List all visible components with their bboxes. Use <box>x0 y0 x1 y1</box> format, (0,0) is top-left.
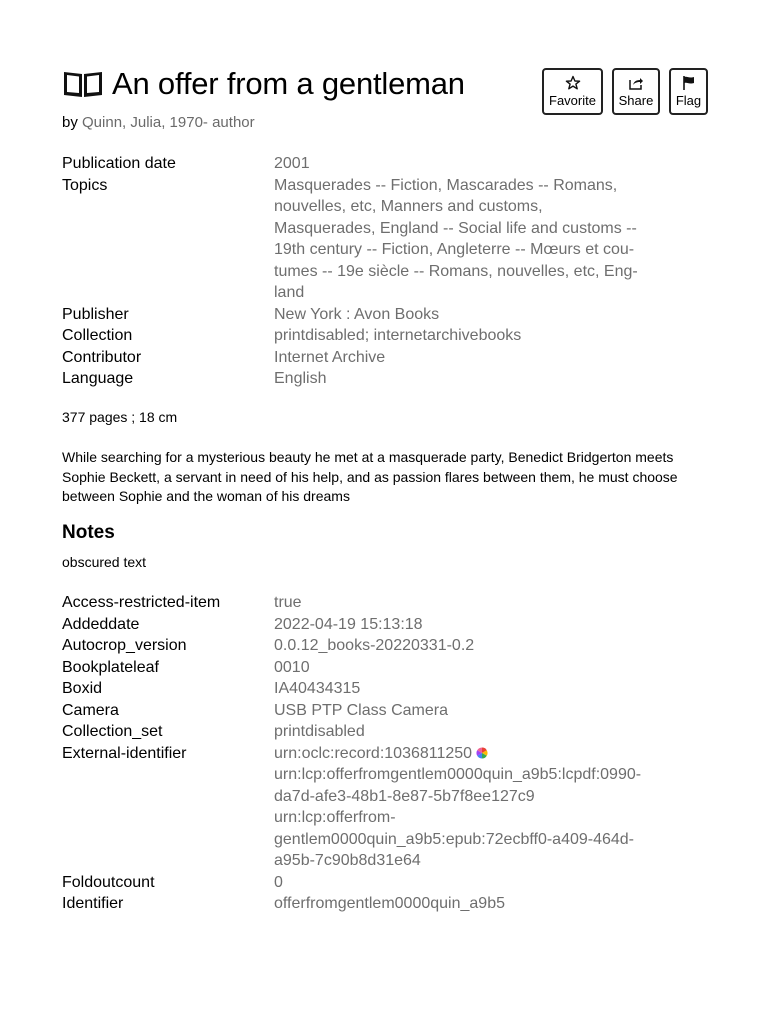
title-row <box>62 66 465 102</box>
metadata-value-line[interactable]: nouvelles, etc, Manners and customs, <box>274 198 543 215</box>
metadata-key: Collection <box>62 327 133 344</box>
share-button[interactable] <box>612 68 660 115</box>
notes-text: obscured text <box>62 554 147 570</box>
favorite-label: Favorite <box>549 93 596 108</box>
page-count: 377 pages ; 18 cm <box>62 409 178 425</box>
metadata-value <box>274 635 662 657</box>
favorite-button[interactable] <box>542 68 603 115</box>
metadata-value-line[interactable]: urn:lcp:offerfromgentlem0000quin_a9b5:lcpdf:0990- <box>274 766 642 783</box>
details-list <box>62 592 662 915</box>
book-icon <box>62 69 104 99</box>
metadata-value-line[interactable]: urn:oclc:record:1036811250 <box>274 743 662 765</box>
metadata-row <box>62 304 662 326</box>
metadata-value-line[interactable]: offerfromgentlem0000quin_a9b5 <box>274 895 505 912</box>
worldcat-icon[interactable] <box>475 746 489 760</box>
metadata-value-line[interactable]: Masquerades -- Fiction, Mascarades -- Romans, <box>274 176 618 194</box>
metadata-value <box>274 700 662 722</box>
metadata-value-line[interactable]: Masquerades, England -- Social life and customs -- <box>274 219 637 237</box>
metadata-value-line[interactable]: 0.0.12_books-20220331-0.2 <box>274 637 475 654</box>
metadata-row <box>62 347 662 369</box>
metadata-key: Topics <box>62 176 108 194</box>
metadata-value-line[interactable]: true <box>274 594 302 611</box>
metadata-row <box>62 325 662 347</box>
share-icon <box>628 75 644 91</box>
metadata-value <box>274 175 662 304</box>
description: While searching for a mysterious beauty he met at a masquerade party, Benedict Bridgerton meets Sophie Beckett, a servant in need of his help, and as passion flares between them, he must choose between Sophie and the woman of his dreams <box>62 449 678 504</box>
metadata-row <box>62 592 662 614</box>
metadata-key: Camera <box>62 701 119 719</box>
metadata-key: Contributor <box>62 348 142 366</box>
metadata-value-line[interactable]: 2022-04-19 15:13:18 <box>274 615 423 633</box>
metadata-row <box>62 678 662 700</box>
metadata-row <box>62 175 662 304</box>
metadata-key: Language <box>62 370 134 387</box>
metadata-row <box>62 635 662 657</box>
flag-icon <box>681 75 697 91</box>
metadata-key: Boxid <box>62 680 103 697</box>
metadata-key: Addeddate <box>62 615 140 633</box>
by-label: by <box>62 114 78 131</box>
metadata-value <box>274 678 662 700</box>
metadata-value <box>274 325 662 347</box>
metadata-value-line[interactable]: 0 <box>274 873 283 891</box>
metadata-value-line[interactable]: 19th century -- Fiction, Angleterre -- Mœurs et cou- <box>274 241 635 258</box>
metadata-value-line[interactable]: 0010 <box>274 658 310 676</box>
metadata-row <box>62 657 662 679</box>
metadata-value-line[interactable]: da7d-afe3-48b1-8e87-5b7f8ee127c9 <box>274 787 535 805</box>
metadata-row <box>62 721 662 743</box>
metadata-value-line[interactable]: gentlem0000quin_a9b5:epub:72ecbff0-a409-464d- <box>274 830 635 848</box>
page-title: An offer from a gentleman <box>112 66 465 101</box>
metadata-value-line[interactable]: 2001 <box>274 155 310 172</box>
metadata-row <box>62 893 662 915</box>
metadata-value <box>274 153 662 175</box>
metadata-value <box>274 368 662 390</box>
metadata-value <box>274 304 662 326</box>
metadata-key: Autocrop_version <box>62 637 187 654</box>
metadata-list <box>62 153 662 390</box>
metadata-row <box>62 153 662 175</box>
star-icon <box>565 75 581 91</box>
metadata-value-line[interactable]: tumes -- 19e siècle -- Romans, nouvelles, etc, Eng- <box>274 262 638 280</box>
metadata-row <box>62 368 662 390</box>
metadata-row <box>62 700 662 722</box>
byline <box>62 114 255 131</box>
metadata-value <box>274 721 662 743</box>
metadata-key: Publisher <box>62 305 129 323</box>
metadata-value-line[interactable]: English <box>274 370 327 387</box>
metadata-value <box>274 893 662 915</box>
metadata-key: Collection_set <box>62 723 163 740</box>
flag-button[interactable] <box>669 68 708 115</box>
metadata-value-line[interactable]: land <box>274 284 305 301</box>
metadata-value <box>274 657 662 679</box>
metadata-value <box>274 614 662 636</box>
author-link[interactable]: Quinn, Julia, 1970- author <box>82 114 255 131</box>
metadata-value-line[interactable]: urn:lcp:offerfrom- <box>274 809 396 826</box>
metadata-value <box>274 592 662 614</box>
metadata-value <box>274 347 662 369</box>
metadata-row <box>62 614 662 636</box>
metadata-value <box>274 743 662 872</box>
metadata-key: Publication date <box>62 155 176 172</box>
metadata-value-line[interactable]: printdisabled <box>274 723 365 740</box>
metadata-value-line[interactable]: printdisabled; internetarchivebooks <box>274 327 522 344</box>
metadata-key: Foldoutcount <box>62 873 155 891</box>
metadata-value-line[interactable]: a95b-7c90b8d31e64 <box>274 852 421 869</box>
metadata-row <box>62 743 662 872</box>
metadata-value <box>274 872 662 894</box>
notes-heading: Notes <box>62 522 115 543</box>
metadata-key: Identifier <box>62 895 124 912</box>
action-bar <box>542 68 708 115</box>
metadata-key: External-identifier <box>62 744 187 762</box>
metadata-key: Bookplateleaf <box>62 658 159 676</box>
metadata-value-line[interactable]: Internet Archive <box>274 348 386 366</box>
metadata-key: Access-restricted-item <box>62 594 221 611</box>
metadata-row <box>62 872 662 894</box>
flag-label: Flag <box>675 93 702 108</box>
metadata-value-line[interactable]: New York : Avon Books <box>274 305 440 323</box>
metadata-value-line[interactable]: IA40434315 <box>274 680 361 697</box>
metadata-value-line[interactable]: USB PTP Class Camera <box>274 701 448 719</box>
share-label: Share <box>618 93 654 108</box>
